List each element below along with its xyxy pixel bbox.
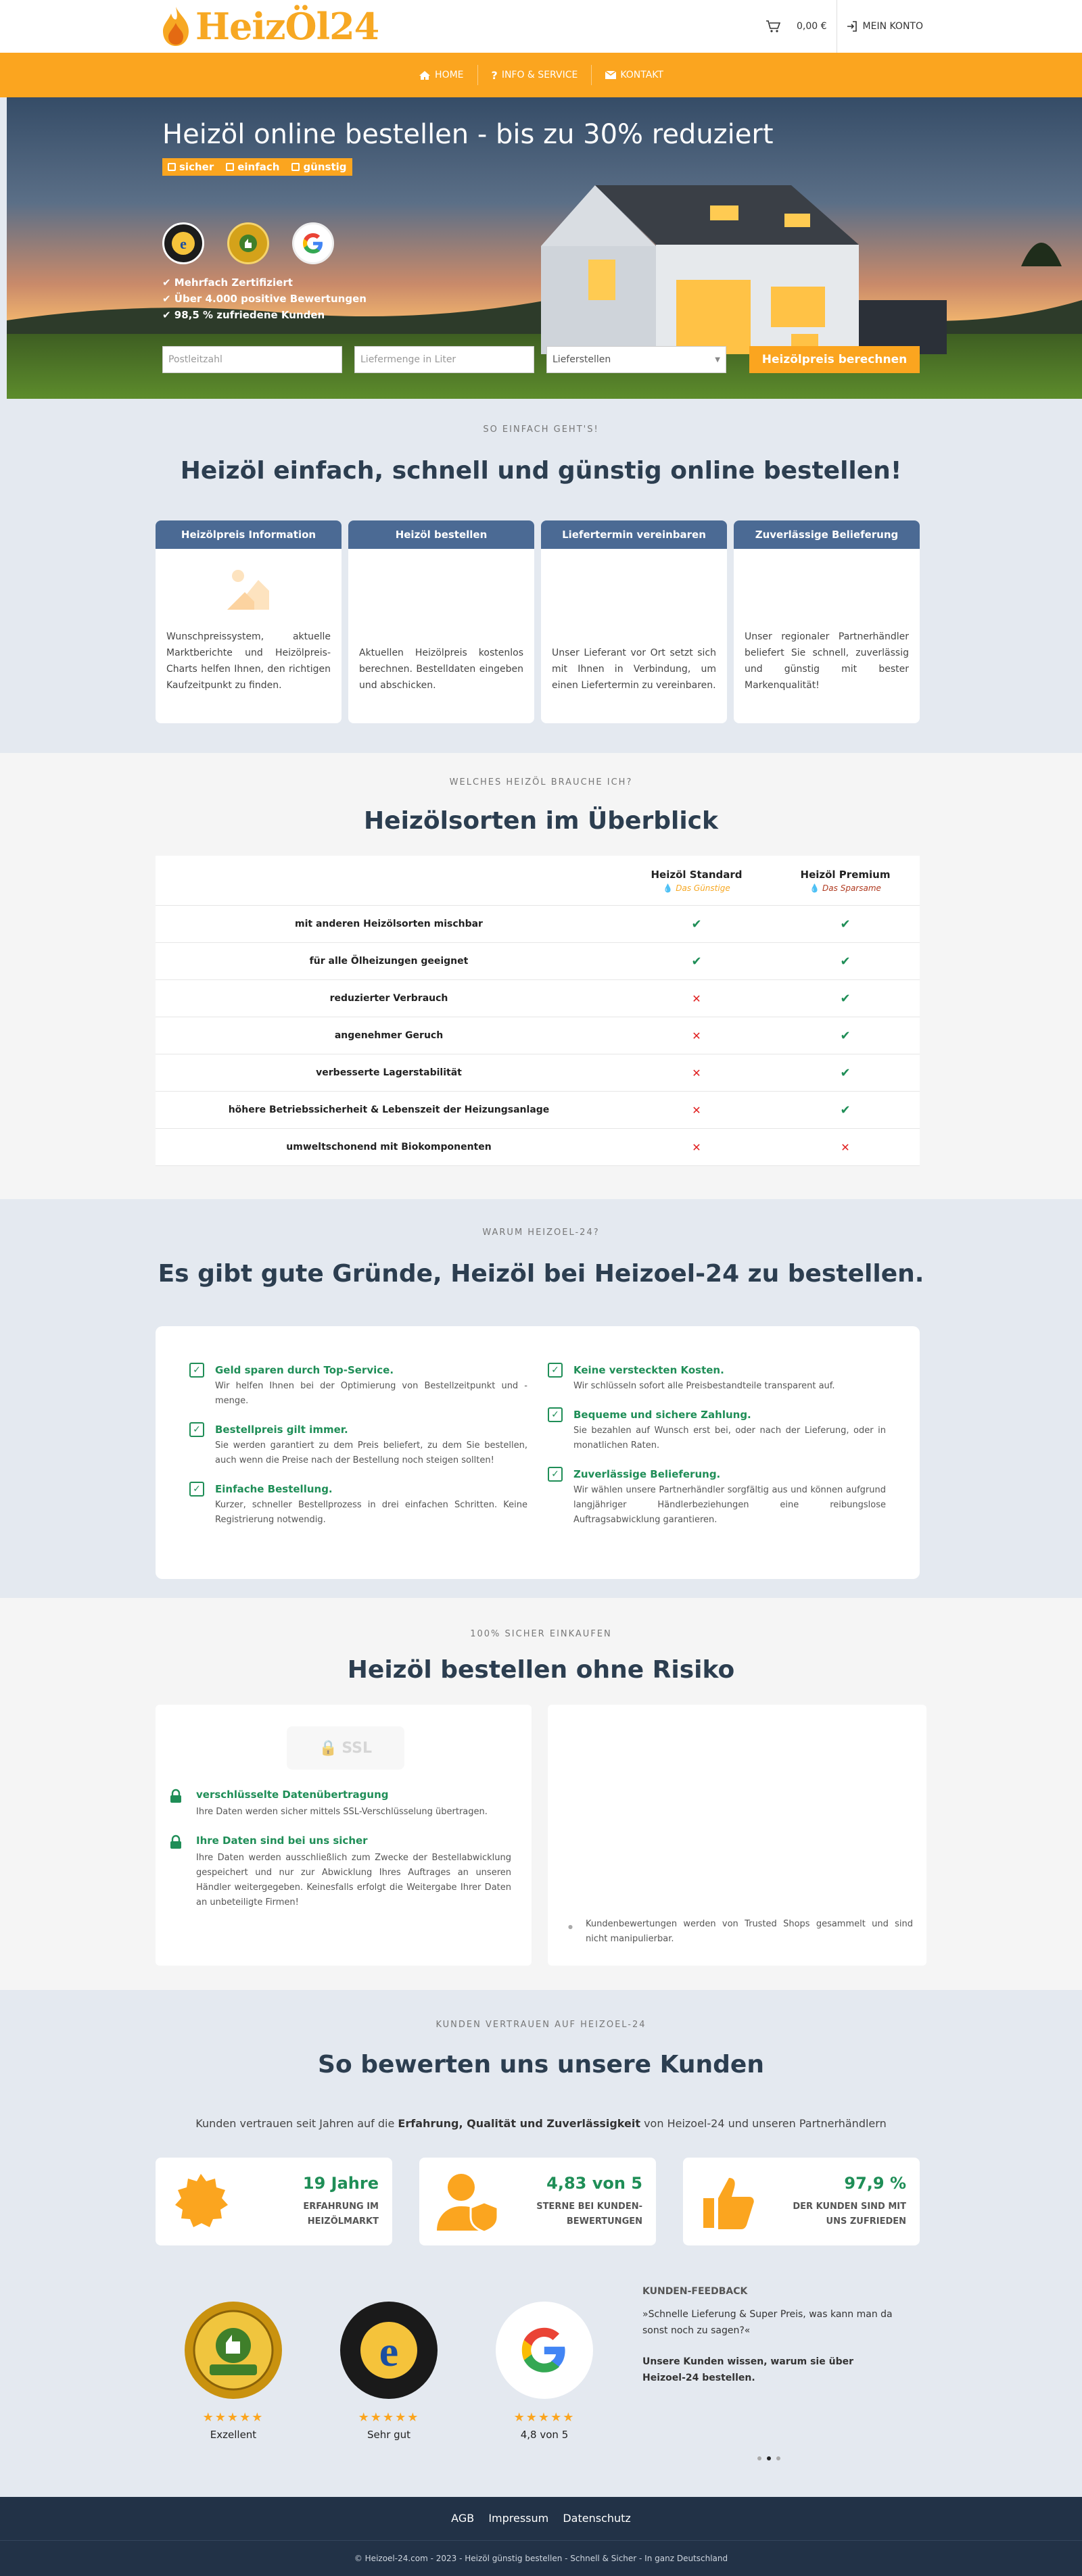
stats-row [156,2158,920,2245]
hero-tag [168,161,214,173]
card-text: Aktuellen Heizölpreis kostenlos berechnen. Bestelldaten eingeben und abschicken. [359,648,523,691]
reason-item [189,1483,527,1528]
section-kicker: 100% SICHER EINKAUFEN [470,1629,612,1639]
stat-label: STERNE BEI KUNDEN-BEWERTUNGEN [536,2202,642,2227]
stat-label: ERFAHRUNG IM HEIZÖLMARKT [303,2202,379,2227]
table-header [156,856,920,906]
intro-text: von Heizoel-24 und unseren Partnerhändlern [640,2117,887,2130]
site-footer [0,2497,1082,2576]
site-logo[interactable] [159,4,379,49]
standard-cell [622,1067,771,1079]
check-icon: ✔ [840,1028,851,1043]
step-card [541,520,727,723]
ekomi-badge[interactable] [227,222,269,264]
image-placeholder-icon [225,564,275,614]
feature-cell: für alle Ölheizungen geeignet [309,956,469,967]
footer-link-impressum[interactable]: Impressum [488,2512,549,2525]
nav-contact-label: KONTAKT [620,70,663,80]
section-kicker: SO EINFACH GEHT'S! [483,424,599,435]
reason-title: Zuverlässige Belieferung. [573,1468,721,1480]
cross-icon: ✕ [692,1140,701,1154]
stat-value: 4,83 von 5 [546,2174,642,2193]
reason-title: Bequeme und sichere Zahlung. [573,1409,751,1421]
google-badge[interactable] [292,222,334,264]
check-icon: ✔ [840,991,851,1006]
section-kicker: WELCHES HEIZÖL BRAUCHE ICH? [449,777,633,787]
trusted-shops-badge[interactable] [162,222,204,264]
reason-item [189,1424,527,1468]
check-icon: ✔ [691,917,702,931]
hero-check-item: ✔ Mehrfach Zertifiziert [162,276,293,289]
seal-label: Sehr gut [367,2429,411,2441]
trusted-shops-note [568,1917,913,1947]
stat-card [156,2158,392,2245]
checkbox-icon [291,163,300,171]
reviews-intro [0,2117,1082,2130]
ekomi-seal-image [183,2300,284,2401]
hero-checklist [162,274,367,323]
reason-item [189,1364,527,1409]
reason-text: Sie bezahlen auf Wunsch erst bei, oder nach der Lieferung, oder in monatlichen Raten. [573,1426,886,1451]
step-card [348,520,534,723]
hero-tag-label: günstig [303,161,347,173]
standard-subtitle [663,883,730,893]
table-row [156,980,920,1017]
hero-check-text: Mehrfach Zertifiziert [174,276,293,289]
table-row [156,1092,920,1129]
feature-cell: höhere Betriebssicherheit & Lebenszeit der Heizungsanlage [228,1104,550,1115]
premium-cell [771,1066,920,1080]
reasons-box [156,1326,920,1579]
info-dot-icon: ● [568,1924,573,1930]
hero-check-text: 98,5 % zufriedene Kunden [174,309,325,321]
footer-links [0,2512,1082,2525]
security-item-title: Ihre Daten sind bei uns sicher [196,1834,368,1847]
trusted-shops-logo [170,230,197,257]
check-icon: ✔ [840,1102,851,1117]
heating-oil-types-section [0,753,1082,1199]
reason-text: Sie werden garantiert zu dem Preis beliefert, zu dem Sie bestellen, auch wenn die Preise nach der Bestellung noch steigen sollten! [215,1440,527,1465]
check-icon: ✓ [189,1482,204,1497]
lock-icon [169,1834,183,1849]
ekomi-seal[interactable] [156,2300,311,2441]
lock-icon [169,1789,183,1803]
cross-icon: ✕ [841,1140,850,1154]
amount-input[interactable] [354,346,534,373]
footer-link-datenschutz[interactable]: Datenschutz [563,2512,631,2525]
nav-home[interactable] [405,65,477,85]
premium-cell [771,954,920,969]
standard-cell [622,1104,771,1117]
rating-stars: ★★★★★ [513,2410,575,2425]
flame-icon [159,5,193,47]
nav-info-label: INFO & SERVICE [501,70,578,80]
feature-cell: umweltschonend mit Biokomponenten [286,1142,492,1152]
hero-check-item: ✔ 98,5 % zufriedene Kunden [162,309,325,321]
step-card [734,520,920,723]
rating-seals [156,2300,622,2441]
hero-tags [162,158,352,176]
carousel-dot-active[interactable] [767,2456,771,2460]
nav-info-service[interactable] [478,65,592,85]
carousel-dot[interactable] [757,2456,761,2460]
svg-text:e: e [180,235,187,252]
premium-cell [771,1141,920,1154]
security-item-text: Ihre Daten werden ausschließlich zum Zwecke der Bestellabwicklung gespeichert und nur zur Abwicklung Ihres Auftrages an unseren Händler weitergegeben. Keinesfalls erfolgt die Weitergabe Ihrer Daten an unbeteiligte Firmen! [196,1853,511,1907]
section-kicker: WARUM HEIZOEL-24? [482,1228,600,1238]
hero-banner [7,97,1082,399]
table-row [156,1129,920,1166]
premium-column-header [771,856,920,906]
hero-tag-label: sicher [179,161,214,173]
standard-cell [622,954,771,969]
trusted-shops-seal[interactable] [311,2300,467,2441]
standard-cell [622,917,771,931]
feature-column-header [156,856,622,905]
intro-text: Kunden vertrauen seit Jahren auf die [195,2117,398,2130]
check-icon: ✔ [840,1065,851,1080]
postcode-input[interactable] [162,346,342,373]
price-calculator-form [162,346,920,373]
premium-title: Heizöl Premium [800,869,891,881]
security-info-box [156,1705,532,1966]
badge-star-icon [170,2171,231,2232]
premium-cell [771,1103,920,1117]
standard-subtitle-text: Das Günstige [676,883,730,893]
check-icon: ✓ [548,1407,563,1422]
top-header [0,0,1082,53]
ssl-text: SSL [342,1739,373,1757]
check-icon: ✔ [840,954,851,969]
user-shield-icon [434,2171,502,2232]
card-text: Unser regionaler Partnerhändler beliefert Sie schnell, zuverlässig und günstig mit bester Markenqualität! [745,631,909,691]
main-nav [0,53,1082,97]
rating-stars: ★★★★★ [358,2410,420,2425]
security-item-title: verschlüsselte Datenübertragung [196,1789,389,1801]
premium-cell [771,1029,920,1043]
rating-stars: ★★★★★ [202,2410,264,2425]
reason-title: Bestellpreis gilt immer. [215,1424,348,1436]
table-row [156,943,920,980]
premium-subtitle-text: Das Sparsame [822,883,881,893]
check-icon: ✓ [189,1422,204,1437]
footer-link-agb[interactable]: AGB [451,2512,475,2525]
cross-icon: ✕ [692,992,701,1005]
reviews-section [0,1990,1082,2497]
feature-cell: reduzierter Verbrauch [329,993,448,1004]
cart-amount: 0,00 € [797,21,827,32]
reason-text: Wir wählen unsere Partnerhändler sorgfältig aus und können aufgrund langjähriger Händlerbeziehungen eine reibungslose Auftragsabwicklung garantieren. [573,1485,886,1525]
comparison-table [156,856,920,1166]
thumbs-up-icon [238,233,258,253]
envelope-icon [605,71,616,79]
reasons-left-column [189,1364,527,1579]
feedback-quote: »Schnelle Lieferung & Super Preis, was kann man da sonst noch zu sagen?« [642,2309,893,2336]
feedback-heading: KUNDEN-FEEDBACK [642,2286,748,2297]
google-seal[interactable] [467,2300,622,2441]
ssl-badge: 🔒 SSL [287,1726,404,1770]
cross-icon: ✕ [692,1066,701,1079]
reason-text: Wir helfen Ihnen bei der Optimierung von Bestellzeitpunkt und -menge. [215,1381,527,1406]
reason-text: Kurzer, schneller Bestellprozess in drei einfachen Schritten. Keine Registrierung notwendig. [215,1500,527,1525]
home-icon [419,70,431,80]
reason-title: Geld sparen durch Top-Service. [215,1364,394,1376]
section-title: Heizölsorten im Überblick [364,807,718,835]
svg-text:e: e [379,2327,399,2375]
cross-icon: ✕ [692,1103,701,1117]
security-item [169,1789,511,1820]
seal-label: Exzellent [210,2429,257,2441]
feature-cell: mit anderen Heizölsorten mischbar [295,919,483,929]
feature-cell: angenehmer Geruch [334,1030,444,1041]
feedback-summary: Unsere Kunden wissen, warum sie über Heizoel-24 bestellen. [642,2356,853,2383]
oil-drop-icon: 💧 [809,883,820,893]
reasons-right-column [548,1364,886,1579]
account-link[interactable] [837,21,923,32]
check-icon: ✔ [840,917,851,931]
reason-item [548,1468,886,1528]
chevron-down-icon: ▼ [715,356,720,364]
intro-bold-text: Erfahrung, Qualität und Zuverlässigkeit [398,2117,640,2130]
card-title: Heizölpreis Information [156,520,342,549]
check-icon: ✓ [189,1363,204,1378]
hero-title: Heizöl online bestellen - bis zu 30% reduziert [162,119,774,150]
calculate-price-button[interactable]: Heizölpreis berechnen [749,346,920,373]
footer-copyright: © Heizoel-24.com - 2023 - Heizöl günstig bestellen - Schnell & Sicher - In ganz Deutschland [354,2554,728,2563]
card-text: Wunschpreissystem, aktuelle Marktberichte und Heizölpreis-Charts helfen Ihnen, den richtigen Kaufzeitpunkt zu finden. [166,631,331,691]
section-kicker: KUNDEN VERTRAUEN AUF HEIZOEL-24 [436,2020,646,2030]
check-icon: ✔ [691,954,702,969]
card-title: Zuverlässige Belieferung [734,520,920,549]
logo-text: HeizÖl24 [195,5,379,48]
section-title: Heizöl einfach, schnell und günstig online bestellen! [180,457,902,485]
premium-cell [771,992,920,1006]
premium-subtitle [809,883,881,893]
cross-icon: ✕ [692,1029,701,1042]
hero-tag [291,161,346,173]
trusted-shops-note-text: Kundenbewertungen werden von Trusted Shops gesammelt und sind nicht manipulierbar. [586,1919,913,1944]
carousel-dots [757,2456,786,2460]
customer-feedback [642,2286,899,2386]
postcode-placeholder: Postleitzahl [168,354,222,365]
cart-icon [766,20,780,33]
section-title: So bewerten uns unsere Kunden [318,2051,764,2079]
delivery-stations-select[interactable] [546,346,726,373]
reason-item [548,1409,886,1453]
seal-label: 4,8 von 5 [520,2429,569,2441]
reason-text: Wir schlüsseln sofort alle Preisbestandteile transparent auf. [573,1381,835,1391]
question-icon: ? [491,68,498,82]
trust-badges [162,222,357,264]
security-item-text: Ihre Daten werden sicher mittels SSL-Verschlüsselung übertragen. [196,1807,488,1817]
nav-home-label: HOME [435,70,464,80]
step-card [156,520,342,723]
premium-cell [771,917,920,931]
section-title: Heizöl bestellen ohne Risiko [347,1656,735,1684]
reason-title: Einfache Bestellung. [215,1483,333,1495]
reason-title: Keine versteckten Kosten. [573,1364,724,1376]
hero-tag [226,161,279,173]
stat-card [683,2158,920,2245]
hero-tag-label: einfach [237,161,280,173]
cart-button[interactable] [766,0,837,53]
standard-column-header [622,856,771,906]
stat-value: 97,9 % [844,2174,906,2193]
security-section [0,1598,1082,1990]
thumbs-up-icon [698,2171,759,2232]
carousel-dot[interactable] [776,2456,780,2460]
check-icon: ✓ [548,1363,563,1378]
standard-title: Heizöl Standard [651,869,743,881]
stat-label: DER KUNDEN SIND MIT UNS ZUFRIEDEN [793,2202,906,2227]
why-section [0,1199,1082,1598]
security-item [169,1834,511,1910]
card-title: Liefertermin vereinbaren [541,520,727,549]
card-text: Unser Lieferant vor Ort setzt sich mit Ihnen in Verbindung, um einen Liefertermin zu vereinbaren. [552,648,716,691]
table-row [156,906,920,943]
hero-check-item: ✔ Über 4.000 positive Bewertungen [162,293,367,305]
hero-check-text: Über 4.000 positive Bewertungen [174,293,367,305]
nav-contact[interactable] [592,65,677,85]
login-icon [847,21,857,32]
trusted-shops-widget-box [548,1705,926,1966]
checkbox-icon [226,163,234,171]
table-row [156,1054,920,1092]
oil-drop-icon: 💧 [663,883,674,893]
trusted-shops-seal-image [338,2300,440,2401]
standard-cell [622,1141,771,1154]
table-row [156,1017,920,1054]
stat-card [419,2158,656,2245]
standard-cell [622,992,771,1005]
stat-value: 19 Jahre [302,2174,379,2193]
checkbox-icon [168,163,176,171]
stations-placeholder: Lieferstellen [552,354,611,365]
google-seal-image [494,2300,595,2401]
reason-item [548,1364,886,1394]
footer-divider [0,2540,1082,2541]
feature-cell: verbesserte Lagerstabilität [316,1067,462,1078]
how-it-works-section [0,399,1082,753]
card-title: Heizöl bestellen [348,520,534,549]
check-icon: ✓ [548,1467,563,1482]
amount-placeholder: Liefermenge in Liter [360,354,456,365]
standard-cell [622,1029,771,1042]
google-logo [300,230,326,256]
section-title: Es gibt gute Gründe, Heizöl bei Heizoel-24 zu bestellen. [158,1260,924,1288]
account-label: MEIN KONTO [862,21,923,32]
